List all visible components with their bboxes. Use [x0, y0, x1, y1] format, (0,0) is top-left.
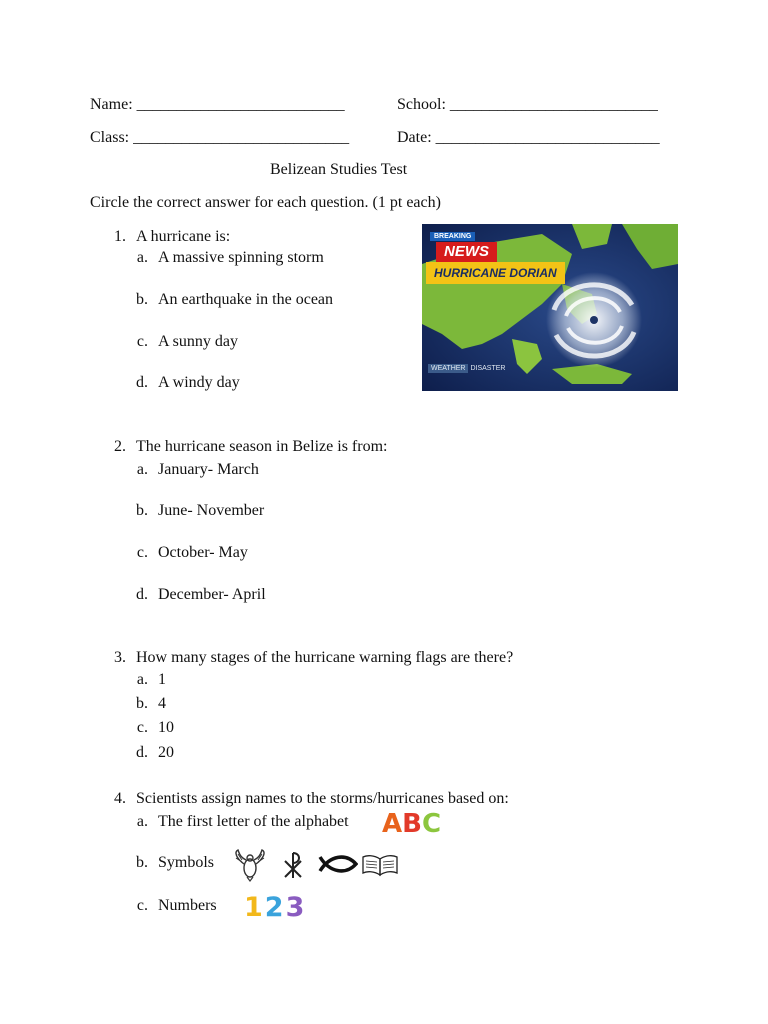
- abc-letters-icon: [382, 810, 441, 838]
- question-text: The hurricane season in Belize is from:: [136, 438, 388, 455]
- option-letter: b.: [136, 291, 148, 308]
- question-text: Scientists assign names to the storms/hurricanes based on:: [136, 790, 509, 807]
- date-field[interactable]: Date: ____________________________: [397, 129, 660, 146]
- answer-option[interactable]: A massive spinning storm: [158, 249, 324, 266]
- question-number: 3.: [114, 649, 126, 666]
- answer-option[interactable]: 20: [158, 744, 174, 761]
- option-letter: a.: [136, 461, 148, 478]
- answer-option[interactable]: Numbers: [158, 897, 217, 914]
- option-letter: b.: [136, 695, 148, 712]
- chi-rho-icon: [282, 851, 304, 879]
- disaster-label: DISASTER: [470, 365, 506, 372]
- question-text: How many stages of the hurricane warning flags are there?: [136, 649, 514, 666]
- letter-a-icon: A: [382, 809, 403, 839]
- answer-option[interactable]: A windy day: [158, 374, 240, 391]
- answer-option[interactable]: October- May: [158, 544, 248, 561]
- name-field[interactable]: Name: __________________________: [90, 96, 345, 113]
- answer-option[interactable]: 4: [158, 695, 166, 712]
- option-letter: c.: [136, 719, 148, 736]
- option-letter: d.: [136, 586, 148, 603]
- headline-banner: HURRICANE DORIAN: [426, 262, 565, 284]
- weather-label: WEATHER: [428, 364, 468, 373]
- question-text: A hurricane is:: [136, 228, 231, 245]
- question-number: 2.: [114, 438, 126, 455]
- option-letter: b.: [136, 854, 148, 871]
- weather-tag: [428, 365, 505, 372]
- open-book-icon: [361, 853, 399, 877]
- answer-option[interactable]: December- April: [158, 586, 266, 603]
- instructions: Circle the correct answer for each question. (1 pt each): [90, 194, 441, 211]
- answer-option[interactable]: June- November: [158, 502, 265, 519]
- option-letter: a.: [136, 249, 148, 266]
- option-letter: c.: [136, 897, 148, 914]
- letter-c-icon: C: [421, 809, 442, 839]
- dove-icon: [232, 848, 268, 882]
- hurricane-news-image: [422, 224, 678, 391]
- answer-option[interactable]: Symbols: [158, 854, 215, 871]
- breaking-badge: BREAKING: [430, 232, 475, 241]
- answer-option[interactable]: A sunny day: [158, 333, 238, 350]
- numbers-icon: [244, 893, 306, 923]
- fish-icon: [318, 853, 358, 875]
- answer-option[interactable]: 10: [158, 719, 174, 736]
- answer-option[interactable]: January- March: [158, 461, 259, 478]
- number-2-icon: 2: [264, 892, 286, 923]
- question-number: 4.: [114, 790, 126, 807]
- option-letter: d.: [136, 374, 148, 391]
- page-title: Belizean Studies Test: [270, 161, 408, 178]
- option-letter: a.: [136, 671, 148, 688]
- option-letter: c.: [136, 333, 148, 350]
- letter-b-icon: B: [402, 809, 422, 839]
- answer-option[interactable]: An earthquake in the ocean: [158, 291, 334, 308]
- option-letter: c.: [136, 544, 148, 561]
- number-3-icon: 3: [285, 892, 307, 923]
- school-field[interactable]: School: __________________________: [397, 96, 658, 113]
- answer-option[interactable]: 1: [158, 671, 166, 688]
- option-letter: b.: [136, 502, 148, 519]
- option-letter: d.: [136, 744, 148, 761]
- number-1-icon: 1: [244, 892, 265, 923]
- news-badge: NEWS: [436, 242, 497, 262]
- answer-option[interactable]: The first letter of the alphabet: [158, 813, 349, 830]
- question-number: 1.: [114, 228, 126, 245]
- option-letter: a.: [136, 813, 148, 830]
- class-field[interactable]: Class: ___________________________: [90, 129, 350, 146]
